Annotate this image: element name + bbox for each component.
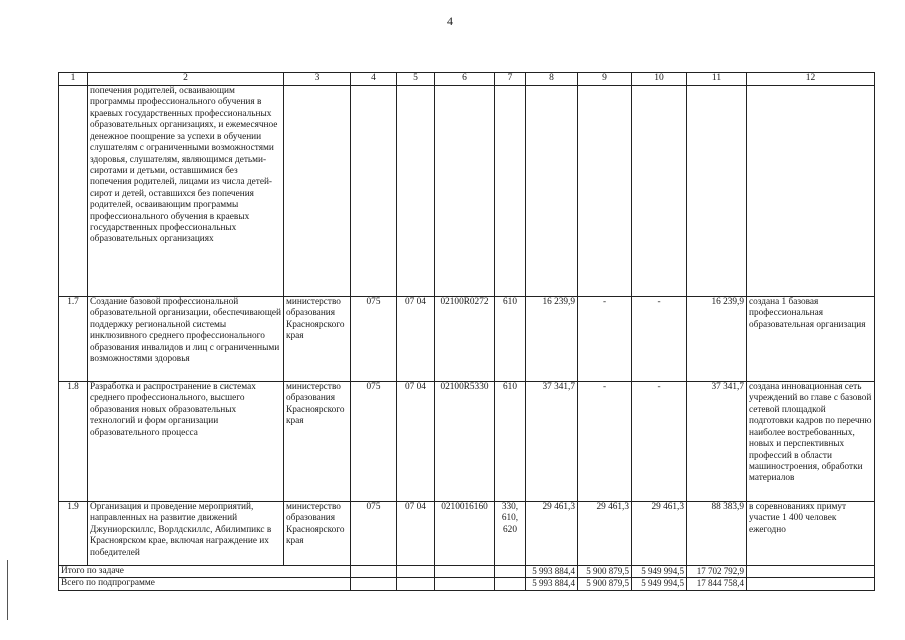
table-row-continuation [59, 86, 875, 297]
header-cell: 6 [435, 73, 495, 86]
executor: министерство образования Красноярского края [284, 382, 351, 502]
budget-table [58, 72, 875, 591]
code-section: 07 04 [397, 382, 435, 502]
table-row [59, 297, 875, 382]
code-target: 02100R5330 [435, 382, 495, 502]
totals-row-task [59, 566, 875, 578]
code-target: 0210016160 [435, 502, 495, 566]
totals-label: Итого по задаче [59, 566, 351, 578]
totals-row-subprogram [59, 578, 875, 590]
amount-year-1: 16 239,9 [526, 297, 578, 382]
row-number: 1.7 [59, 297, 88, 382]
measure-name: Разработка и распространение в системах среднего профессионального, высшего образования новых образовательных технологий и форм организации образовательного процесса [88, 382, 284, 502]
header-cell: 1 [59, 73, 88, 86]
executor: министерство образования Красноярского края [284, 297, 351, 382]
header-cell: 5 [397, 73, 435, 86]
code-grbs: 075 [351, 297, 397, 382]
total-year-1: 5 993 884,4 [526, 578, 578, 590]
expected-result: создана 1 базовая профессиональная образовательная организация [747, 297, 875, 382]
header-cell: 11 [687, 73, 747, 86]
code-grbs: 075 [351, 502, 397, 566]
header-cell: 12 [747, 73, 875, 86]
code-expense-type: 610 [495, 297, 526, 382]
page-number: 4 [447, 14, 453, 28]
measure-name: Создание базовой профессиональной образовательной организации, обеспечивающей поддержку региональной системы инклюзивного среднего профессионального образования инвалидов и лиц с ограниченными возможностями здоровья [88, 297, 284, 382]
amount-year-3: - [632, 297, 687, 382]
scan-margin-line [7, 560, 8, 620]
header-cell: 7 [495, 73, 526, 86]
total-sum: 17 702 792,9 [687, 566, 747, 578]
table-row [59, 502, 875, 566]
amount-year-2: 29 461,3 [578, 502, 632, 566]
executor: министерство образования Красноярского края [284, 502, 351, 566]
header-cell: 9 [578, 73, 632, 86]
code-section: 07 04 [397, 297, 435, 382]
code-expense-type: 610 [495, 382, 526, 502]
header-cell: 2 [88, 73, 284, 86]
measure-name: Организация и проведение мероприятий, направленных на развитие движений Джуниорскиллс, Ворлдскиллс, Абилимпикс в Красноярском крае, включая награждение их победителей [88, 502, 284, 566]
row-number: 1.9 [59, 502, 88, 566]
amount-year-1: 29 461,3 [526, 502, 578, 566]
total-year-3: 5 949 994,5 [632, 566, 687, 578]
expected-result: создана инновационная сеть учреждений во главе с базовой сетевой площадкой подготовки кадров по перечню наиболее востребованных, новых и перспективных профессий в области машиностроения, обработки материалов [747, 382, 875, 502]
header-cell: 8 [526, 73, 578, 86]
total-year-2: 5 900 879,5 [578, 578, 632, 590]
code-expense-type: 330, 610, 620 [495, 502, 526, 566]
header-cell: 10 [632, 73, 687, 86]
amount-total: 16 239,9 [687, 297, 747, 382]
amount-year-3: 29 461,3 [632, 502, 687, 566]
total-year-2: 5 900 879,5 [578, 566, 632, 578]
amount-year-2: - [578, 297, 632, 382]
total-sum: 17 844 758,4 [687, 578, 747, 590]
amount-year-1: 37 341,7 [526, 382, 578, 502]
amount-year-3: - [632, 382, 687, 502]
table-row [59, 382, 875, 502]
header-cell: 3 [284, 73, 351, 86]
amount-total: 37 341,7 [687, 382, 747, 502]
row-number: 1.8 [59, 382, 88, 502]
amount-total: 88 383,9 [687, 502, 747, 566]
totals-label: Всего по подпрограмме [59, 578, 351, 590]
total-year-3: 5 949 994,5 [632, 578, 687, 590]
expected-result: в соревнованиях примут участие 1 400 человек ежегодно [747, 502, 875, 566]
code-target: 02100R0272 [435, 297, 495, 382]
amount-year-2: - [578, 382, 632, 502]
continuation-text: попечения родителей, осваивающим программы профессионального обучения в краевых государственных профессиональных образовательных организациях, и ежемесячное денежное поощрение за успехи в обучении слушателям с ограниченными возможностями здоровья, слушателям, являющимся детьми-сиротами и детьми, оставшимися без попечения родителей, лицами из числа детей-сирот и детей, оставшихся без попечения родителей, осваивающим программы профессионального обучения в краевых государственных профессиональных образовательных организациях [88, 86, 284, 297]
header-cell: 4 [351, 73, 397, 86]
code-grbs: 075 [351, 382, 397, 502]
total-year-1: 5 993 884,4 [526, 566, 578, 578]
column-number-header [59, 73, 875, 86]
code-section: 07 04 [397, 502, 435, 566]
